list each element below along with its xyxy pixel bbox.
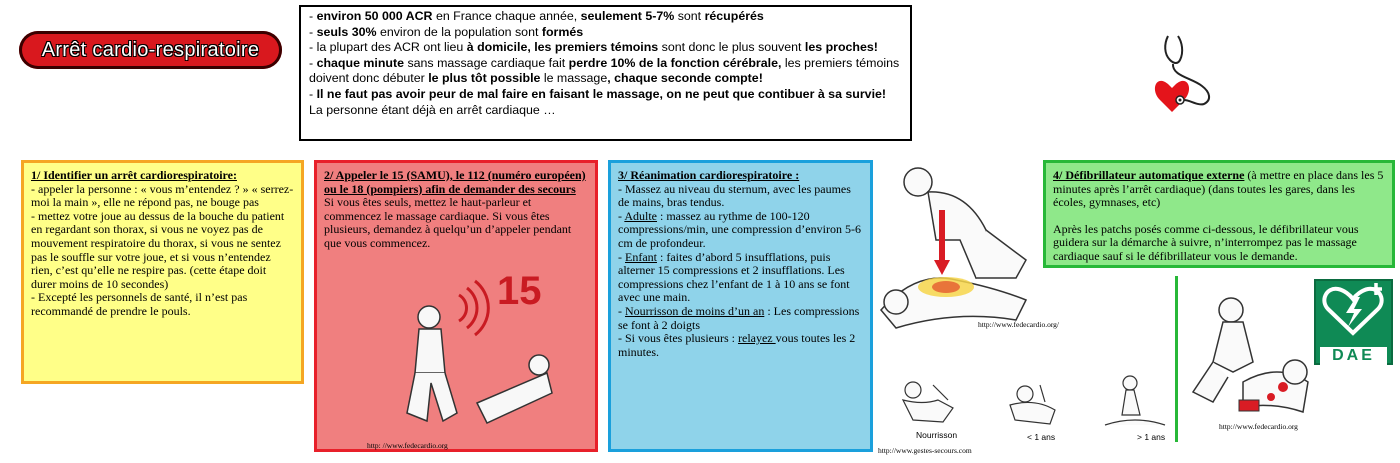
fact-segment: - la plupart des ACR ont lieu <box>309 40 467 55</box>
aed-heading-rest: (à mettre en place dans les 5 minutes après l’arrêt cardiaque) (dans toutes les gares, dans les écoles, gymnases, etc) <box>1053 168 1384 210</box>
relay-label: relayez <box>738 331 776 346</box>
fact-segment: environ 50 000 ACR <box>316 9 433 23</box>
relay-text: vous toutes les 2 minutes. <box>618 331 856 359</box>
gestes-secours-url: http://www.gestes-secours.com <box>878 446 972 455</box>
fact-segment: perdre 10% de la fonction cérébrale, <box>568 55 782 70</box>
cpr-relay <box>618 332 863 359</box>
identify-arrest-box <box>21 160 304 384</box>
call-heading: 2/ Appeler le 15 (SAMU), le 112 (numéro européen) ou le 18 (pompiers) afin de demander des secours <box>324 168 586 196</box>
caption-over-1: > 1 ans <box>1137 432 1166 442</box>
fact-segment: formés <box>541 24 584 39</box>
infant-label: Nourrisson de moins d’un an <box>625 303 765 318</box>
fact-segment: - <box>309 9 317 23</box>
fact-segment: sont <box>674 9 705 23</box>
fact-segment: , chaque seconde compte! <box>607 71 763 86</box>
child-under-1-illustration <box>995 380 1075 430</box>
dae-logo <box>1314 279 1393 365</box>
cpr-infant: - Nourrisson de moins d’un an : Les compressions se font à 2 doigts <box>618 303 860 332</box>
cpr-child: - Enfant : faites d’abord 5 insufflations, puis alterner 15 compressions et 2 insufflations. Les compressions chez l’enfant de 1 à 10 ans se font avec une main. <box>618 249 850 305</box>
identify-heading: 1/ Identifier un arrêt cardiorespiratoire: <box>31 168 237 182</box>
child-over-1-illustration <box>1100 375 1170 433</box>
identify-step-3: - Excepté les personnels de santé, il n’est pas recommandé de prendre le pouls. <box>31 290 248 318</box>
identify-step-1: - appeler la personne : « vous m’entendez ? » « serrez-moi la main », elle ne répond pas, ne bouge pas <box>31 181 294 210</box>
identify-step-2: - mettez votre joue au dessus de la bouche du patient en regardant son thorax, si vous ne voyez pas de mouvement respiratoire du thorax, si vous ne sentez pas le souffle sur votre joue, et si vous n’entendez rien, c’est qu’elle ne respire pas. (cette étape doit durer moins de 10 secondes) <box>31 208 285 291</box>
adult-text: : massez au rythme de 100-120 compressions/min, une compression d’environ 5-6 cm de profondeur. <box>618 208 861 250</box>
infant-cpr-illustration <box>893 380 973 430</box>
cpr-adult-illustration <box>876 160 1041 330</box>
aed-heart-icon <box>1316 281 1391 341</box>
child-label: Enfant <box>625 249 657 264</box>
facts-box <box>299 5 912 141</box>
fact-line <box>309 40 902 56</box>
fedecardio-url: http://www.fedecardio.org/ <box>978 320 1060 329</box>
title-badge <box>19 31 282 69</box>
aed-illustration <box>1183 292 1313 422</box>
fact-segment: seulement 5-7% <box>580 9 675 23</box>
fact-line <box>309 9 902 25</box>
box2-source-url: http: //www.fedecardio.org <box>367 441 448 450</box>
rescuer-phone-illustration <box>387 303 557 433</box>
infant-text: : Les compressions se font à 2 doigts <box>618 303 860 332</box>
fact-segment: La personne étant déjà en arrêt cardiaque … <box>309 102 556 117</box>
fact-segment: - <box>309 24 317 39</box>
caption-infant: Nourrisson <box>916 430 958 440</box>
aed-heading: 4/ Défibrillateur automatique externe <box>1053 168 1245 182</box>
green-divider <box>1175 276 1178 442</box>
fact-segment: les premiers témoins doivent donc débuter <box>309 55 900 86</box>
fact-line <box>309 87 902 118</box>
fact-segment: - <box>309 86 317 101</box>
aed-body: Après les patchs posés comme ci-dessous, le défibrillateur vous guidera sur la démarche à suivre, n’interrompez pas le massage cardiaque sauf si le défibrillateur vous le demande. <box>1053 221 1359 263</box>
caption-under-1: < 1 ans <box>1027 432 1056 442</box>
fact-line <box>309 25 902 41</box>
fact-segment: Il ne faut pas avoir peur de mal faire en faisant le massage, on ne peut que contibuer à sa survie! <box>316 86 887 101</box>
fact-segment: le plus tôt possible <box>428 71 541 86</box>
emergency-number: 15 <box>497 269 542 313</box>
fact-segment: les proches! <box>804 40 878 55</box>
fact-segment: à domicile, les premiers témoins <box>466 40 659 55</box>
call-text: Si vous êtes seuls, mettez le haut-parleur et commencez le massage cardiaque. Si vous êtes plusieurs, demandez à quelqu’un d’appeler pendant que vous commencez. <box>324 195 572 250</box>
fact-segment: seuls 30% <box>316 24 377 39</box>
cpr-heading: 3/ Réanimation cardiorespiratoire : <box>618 168 800 182</box>
dae-label: DAE <box>1332 347 1375 364</box>
defibrillator-box <box>1043 160 1395 268</box>
page-title: Arrêt cardio-respiratoire <box>41 38 260 61</box>
cpr-adult: - Adulte : massez au rythme de 100-120 compressions/min, une compression d’environ 5-6 cm de profondeur. <box>618 208 861 250</box>
fact-segment: sans massage cardiaque fait <box>404 55 569 70</box>
call-emergency-box <box>314 160 598 452</box>
fact-segment: environ de la population sont <box>376 24 542 39</box>
cpr-box <box>608 160 873 452</box>
relay-prefix: - Si vous êtes plusieurs : <box>618 331 738 346</box>
heart-stethoscope-icon <box>1140 34 1225 119</box>
cpr-line-1: - Massez au niveau du sternum, avec les paumes de mains, bras tendus. <box>618 181 851 210</box>
adult-label: Adulte <box>624 208 658 223</box>
fact-segment: le massage <box>540 71 608 86</box>
fact-segment: récupérés <box>704 9 764 23</box>
child-text: : faites d’abord 5 insufflations, puis alterner 15 compressions et 2 insufflations. Les compressions chez l’enfant de 1 à 10 ans se font avec une main. <box>618 249 850 305</box>
fact-line <box>309 56 902 87</box>
fact-segment: chaque minute <box>316 55 405 70</box>
fact-segment: en France chaque année, <box>432 9 581 23</box>
fact-segment: - <box>309 55 317 70</box>
fact-segment: sont donc le plus souvent <box>658 40 805 55</box>
aed-source-url: http://www.fedecardio.org <box>1219 422 1298 431</box>
